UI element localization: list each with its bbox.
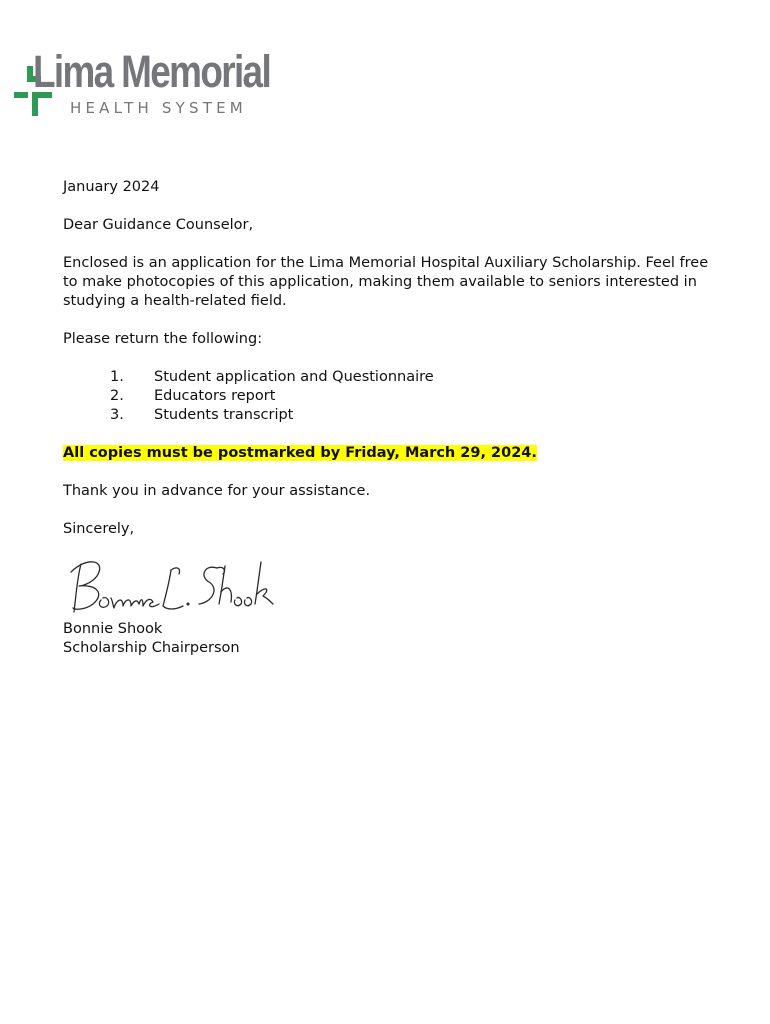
list-item — [63, 368, 723, 387]
signer-title: Scholarship Chairperson — [63, 640, 240, 656]
list-item-number: 1. — [110, 369, 124, 385]
signature-image — [67, 554, 277, 618]
list-item-number: 3. — [110, 407, 124, 423]
list-item — [63, 406, 723, 425]
list-item-number: 2. — [110, 388, 124, 404]
thanks-line: Thank you in advance for your assistance. — [63, 483, 371, 499]
valediction: Sincerely, — [63, 521, 135, 537]
salutation: Dear Guidance Counselor, — [63, 217, 254, 233]
signer-name: Bonnie Shook — [63, 621, 163, 637]
list-item — [63, 387, 723, 406]
letterhead-logo — [14, 46, 271, 124]
return-prompt: Please return the following: — [63, 331, 263, 347]
logo-title: Lima Memorial — [33, 46, 271, 97]
intro-paragraph: Enclosed is an application for the Lima Memorial Hospital Auxiliary Scholarship. Feel free to make photocopies of this application, making them available to seniors interested in studying a health-related field. — [63, 255, 709, 309]
return-items-list — [63, 368, 723, 425]
logo-subtitle: HEALTH SYSTEM — [70, 99, 247, 117]
list-item-text: Student application and Questionnaire — [154, 369, 434, 385]
deadline-highlight: All copies must be postmarked by Friday, March 29, 2024. — [63, 445, 537, 461]
letter-body — [63, 178, 723, 658]
deadline-notice — [63, 444, 723, 463]
list-item-text: Students transcript — [154, 407, 294, 423]
list-item-text: Educators report — [154, 388, 276, 404]
letter-date: January 2024 — [63, 179, 160, 195]
